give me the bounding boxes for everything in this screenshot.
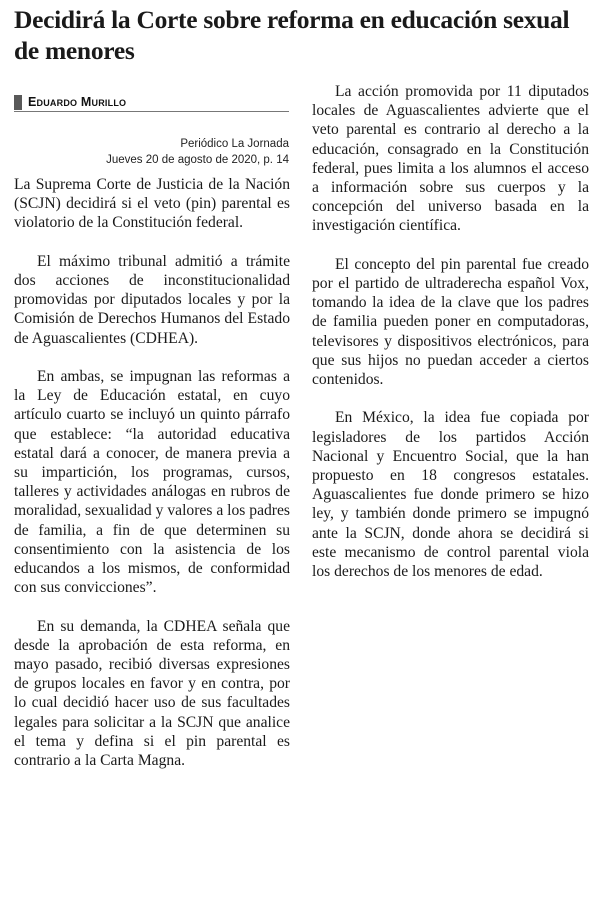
- headline: Decidirá la Corte sobre reforma en educación sexual de menores: [14, 5, 570, 65]
- paragraph: En ambas, se impugnan las reformas a la Ley de Educación estatal, en cuyo artículo cuarto se incluyó un quinto párrafo que establece: “la autoridad educativa estatal dará a conocer, de manera previa a su impartición, los programas, cursos, talleres y actividades análogas en rubros de moralidad, sexualidad y valores a los padres de familia, a fin de que determinen su consentimiento con la asistencia de los educandos a los mismos, de conformidad con sus convicciones”.: [14, 368, 290, 597]
- paragraph: El concepto del pin parental fue creado por el partido de ultraderecha español Vox, tomando la idea de la clave que los padres de familia pueden poner en computadoras, televisores y dispositivos electrónicos, para que sus hijos no puedan acceder a ciertos contenidos.: [312, 255, 589, 389]
- left-column: [14, 175, 290, 789]
- byline-marker: [14, 95, 22, 110]
- paragraph: La acción promovida por 11 diputados locales de Aguascalientes advierte que el veto parental es contrario al derecho a la educación, consagrado en la Constitución federal, pues limita a los alumnos el acceso a información sobre sus cuerpos y la concepción del universo basada en la investigación científica.: [312, 83, 589, 235]
- right-column: [312, 82, 589, 600]
- paragraph: En México, la idea fue copiada por legisladores de los partidos Acción Nacional y Encuentro Social, que la han propuesto en 18 congresos estatales. Aguascalientes fue donde primero se hizo ley, y también donde primero se impugnó ante la SCJN, donde ahora se decidirá si este mecanismo de control parental viola los derechos de los menores de edad.: [312, 409, 589, 581]
- publication-name: Periódico La Jornada: [180, 138, 289, 150]
- author-name: Eduardo Murillo: [28, 95, 127, 109]
- paragraph: En su demanda, la CDHEA señala que desde la aprobación de esta reforma, en mayo pasado, recibió diversas expresiones de grupos locales en favor y en contra, por lo cual decidió hacer uso de sus facultades legales para solicitar a la SCJN que analice el tema y defina si el pin parental es contrario a la Carta Magna.: [14, 617, 290, 770]
- paragraph: El máximo tribunal admitió a trámite dos acciones de inconstitucionalidad promovidas por diputados locales y por la Comisión de Derechos Humanos del Estado de Aguascalientes (CDHEA).: [14, 252, 290, 347]
- byline: [14, 95, 289, 115]
- publication-date: Jueves 20 de agosto de 2020, p. 14: [106, 154, 289, 166]
- paragraph: La Suprema Corte de Justicia de la Nación (SCJN) decidirá si el veto (pin) parental es violatorio de la Constitución federal.: [14, 176, 290, 232]
- byline-divider: [14, 111, 289, 112]
- source-info: [14, 136, 289, 168]
